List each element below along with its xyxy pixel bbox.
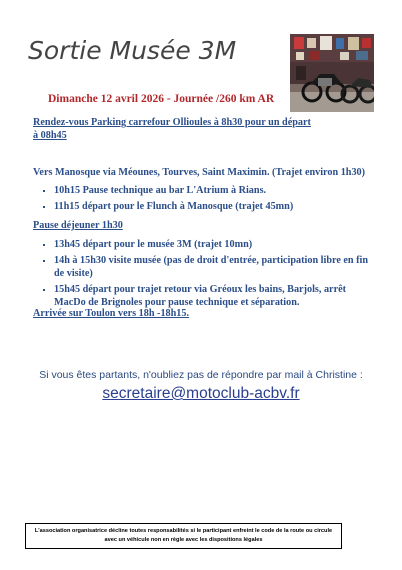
museum-photo <box>290 34 374 112</box>
contact-instruction: Si vous êtes partants, n'oubliez pas de répondre par mail à Christine : <box>39 369 363 381</box>
meeting-point: Rendez-vous Parking carrefour Ollioules à 8h30 pour un départ à 08h45 <box>33 117 311 141</box>
schedule-item: ▪ 10h15 Pause technique au bar L'Atrium à Rians. <box>54 184 379 198</box>
legal-disclaimer: L'association organisatrice décline toutes responsabilités si le participant enfreint le code de la route ou circule avec un véhicule non en règle avec les dispositions légales <box>25 523 342 549</box>
arrival-time: Arrivée sur Toulon vers 18h -18h15. <box>33 308 190 319</box>
schedule-item: ▪ 11h15 départ pour le Flunch à Manosque (trajet 45mn) <box>54 200 379 214</box>
event-date-line: Dimanche 12 avril 2026 - Journée /260 km AR <box>48 93 275 105</box>
museum-motorcycles-image <box>290 34 374 112</box>
schedule-item: ▪ 14h à 15h30 visite musée (pas de droit d'entrée, participation libre en fin de visite) <box>54 254 379 281</box>
afternoon-schedule <box>42 238 379 312</box>
contact-email-link[interactable]: secretaire@motoclub-acbv.fr <box>102 385 300 402</box>
morning-schedule <box>42 184 379 215</box>
page-title: Sortie Musée 3M <box>28 36 237 65</box>
lunch-break: Pause déjeuner 1h30 <box>33 220 123 231</box>
schedule-item: ▪ 13h45 départ pour le musée 3M (trajet 10mn) <box>54 238 379 252</box>
route-description: Vers Manosque via Méounes, Tourves, Saint Maximin. (Trajet environ 1h30) <box>33 167 366 178</box>
schedule-item: ▪ 15h45 départ pour trajet retour via Gréoux les bains, Barjols, arrêt MacDo de Brignoles pour pause technique et séparation. <box>54 283 379 310</box>
